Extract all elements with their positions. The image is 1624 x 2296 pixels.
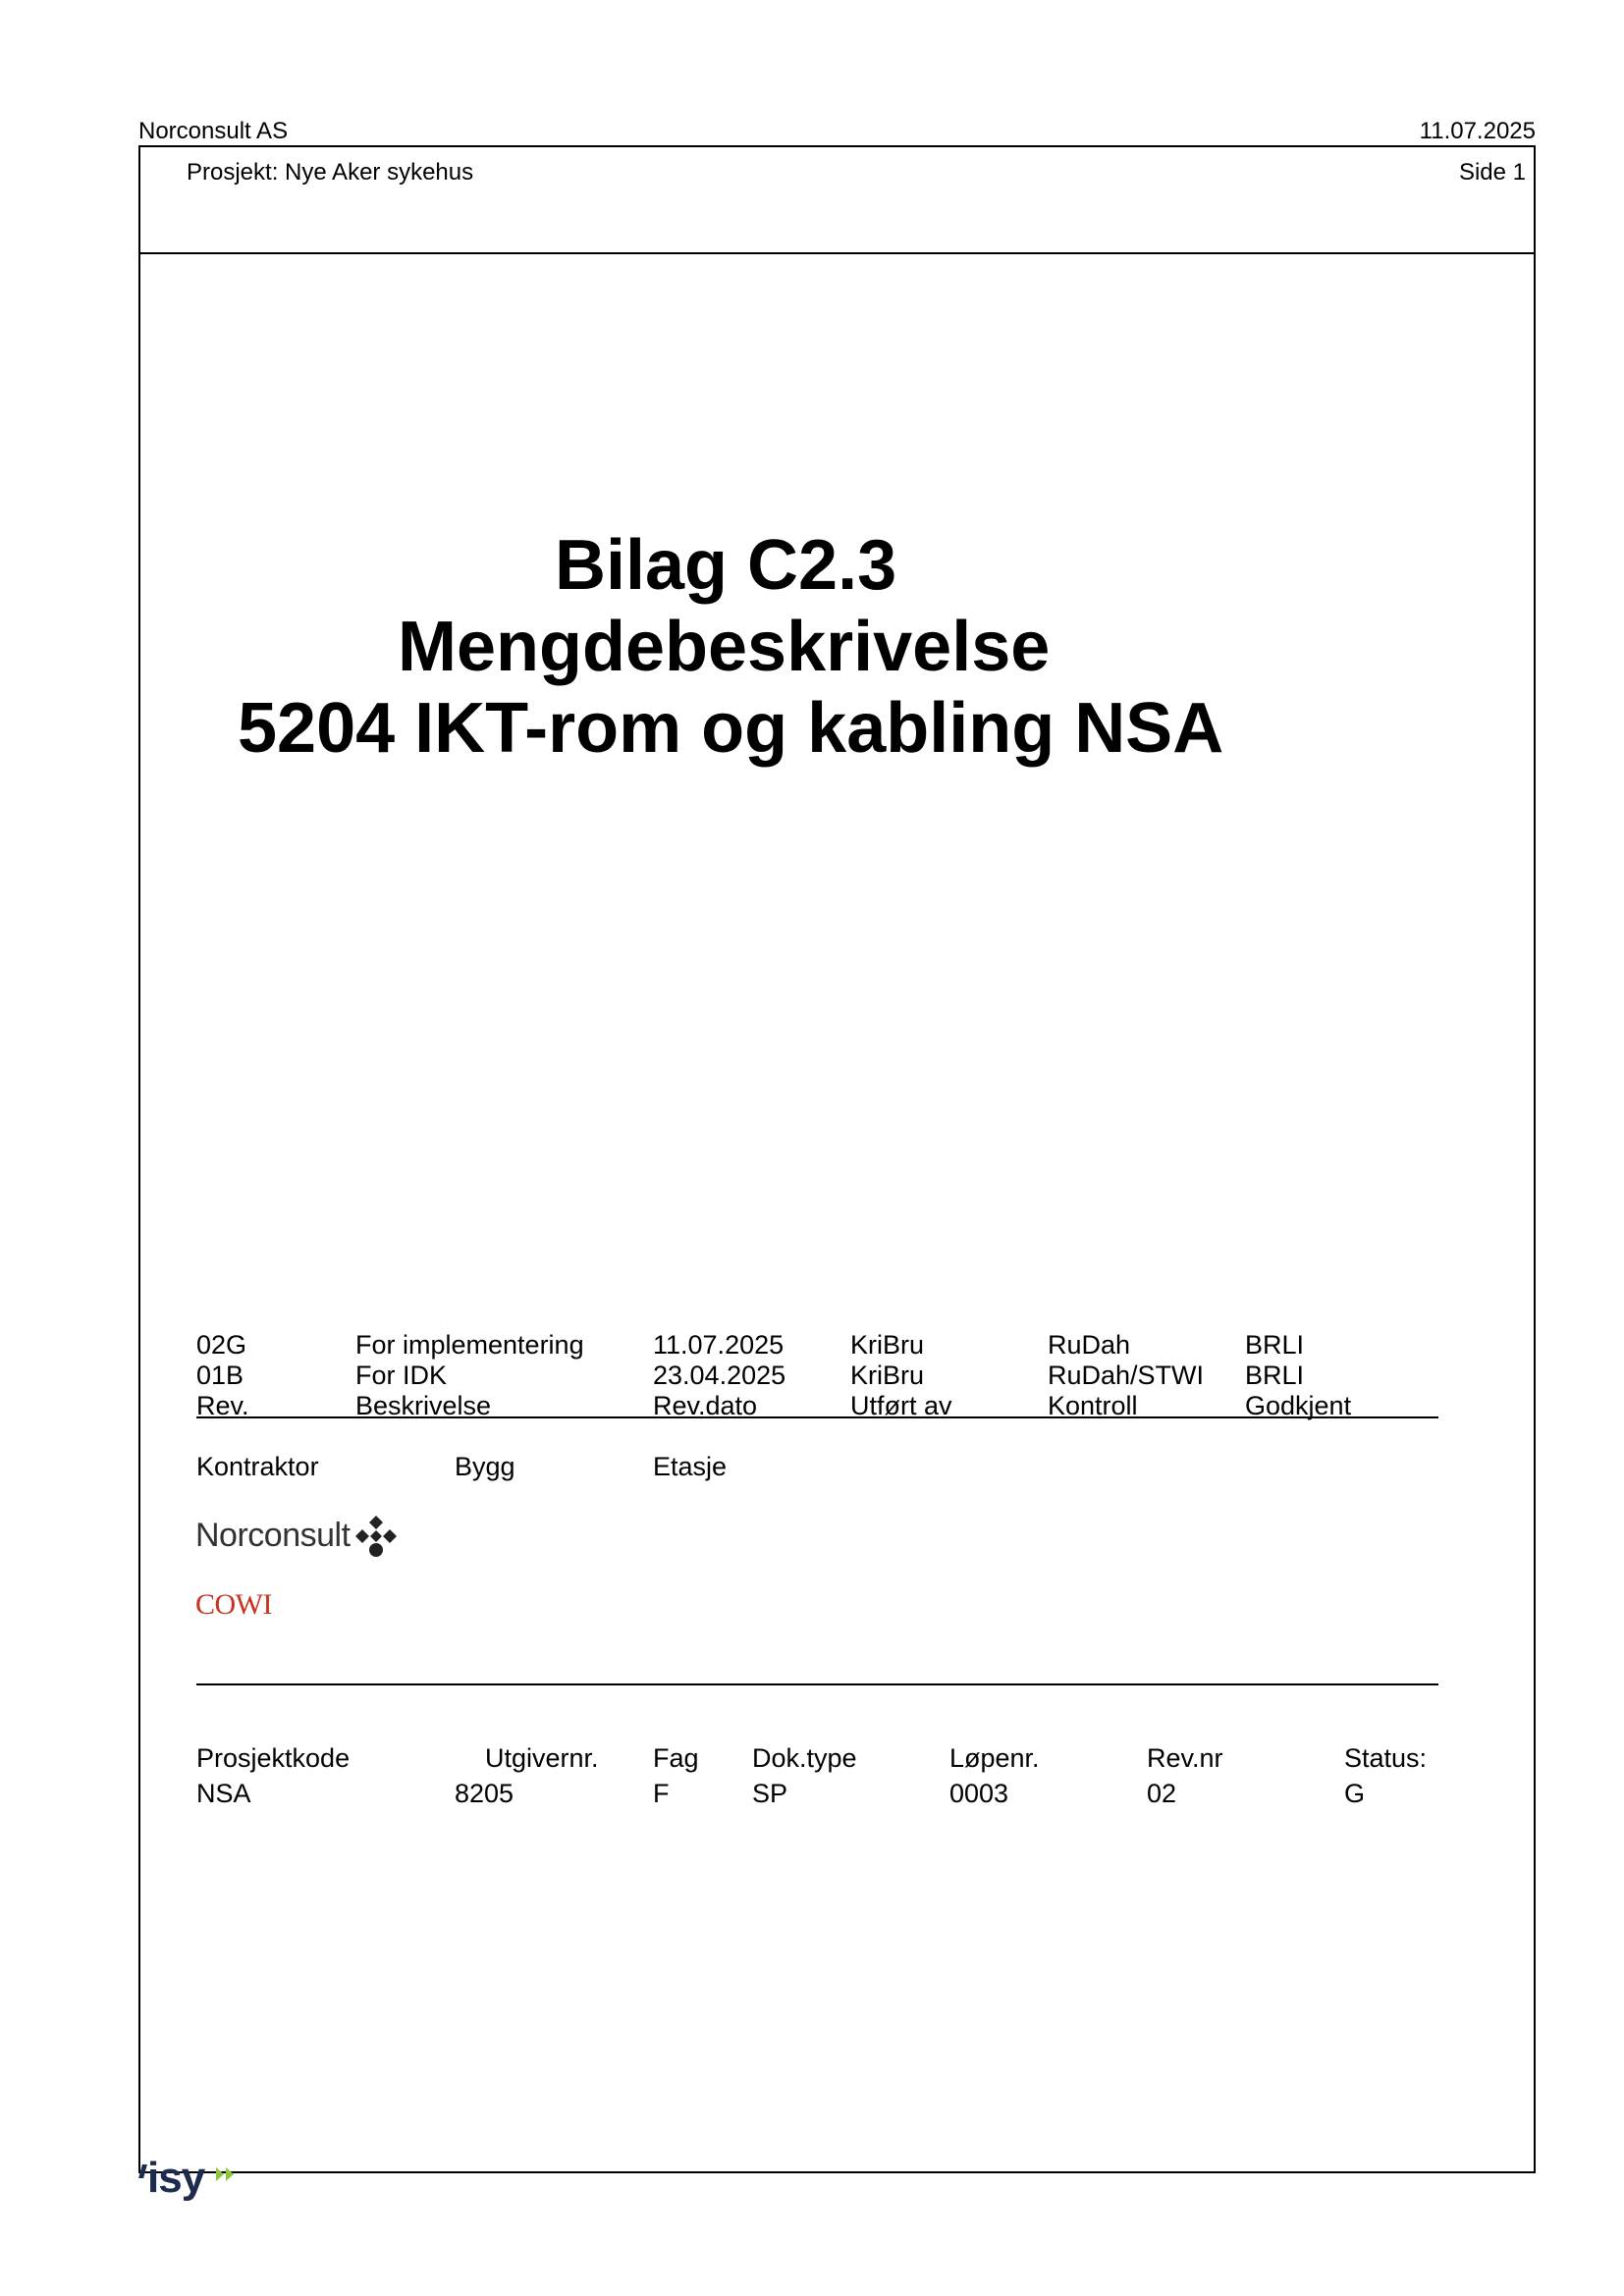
code-value: 8205 xyxy=(455,1779,514,1808)
rev-date: 11.07.2025 xyxy=(653,1330,785,1360)
code-header: Dok.type xyxy=(752,1743,857,1773)
divider-line xyxy=(196,1683,1438,1685)
rev-header: Rev. xyxy=(196,1391,249,1420)
code-value: SP xyxy=(752,1779,788,1808)
rev-header: Beskrivelse xyxy=(355,1391,492,1420)
title-line-1: Bilag C2.3 xyxy=(555,526,897,605)
rev-header: Kontroll xyxy=(1048,1391,1138,1420)
company-name: Norconsult AS xyxy=(138,118,289,144)
rev-checked-by: RuDah xyxy=(1048,1330,1131,1360)
rev-approved-by: BRLI xyxy=(1245,1361,1305,1390)
code-header: Løpenr. xyxy=(949,1743,1040,1773)
rev-code: 02G xyxy=(196,1330,247,1360)
title-line-3: 5204 IKT-rom og kabling NSA xyxy=(238,689,1224,768)
divider-line xyxy=(196,1416,1438,1418)
isy-logo-text: isy xyxy=(147,2154,205,2202)
page-number: Side 1 xyxy=(1458,159,1526,186)
cowi-logo: COWI xyxy=(195,1588,272,1621)
norconsult-diamonds-icon xyxy=(353,1514,399,1559)
rev-date: 23.04.2025 xyxy=(653,1361,786,1390)
rev-description: For IDK xyxy=(355,1361,448,1390)
contractor-label: Kontraktor xyxy=(196,1452,319,1481)
code-value: 0003 xyxy=(949,1779,1009,1808)
title-line-2: Mengdebeskrivelse xyxy=(398,608,1051,686)
code-header: Status: xyxy=(1344,1743,1428,1773)
rev-performed-by: KriBru xyxy=(850,1330,925,1360)
code-header: Prosjektkode xyxy=(196,1743,351,1773)
project-name: Prosjekt: Nye Aker sykehus xyxy=(187,159,474,186)
code-value: NSA xyxy=(196,1779,251,1808)
code-value: G xyxy=(1344,1779,1366,1808)
code-header: Utgivernr. xyxy=(485,1743,599,1773)
rev-header: Rev.dato xyxy=(653,1391,758,1420)
rev-code: 01B xyxy=(196,1361,244,1390)
rev-performed-by: KriBru xyxy=(850,1361,925,1390)
document-date: 11.07.2025 xyxy=(1419,118,1536,144)
code-value: 02 xyxy=(1147,1779,1177,1808)
rev-description: For implementering xyxy=(355,1330,584,1360)
code-header: Rev.nr xyxy=(1147,1743,1223,1773)
floor-label: Etasje xyxy=(653,1452,728,1481)
rev-approved-by: BRLI xyxy=(1245,1330,1305,1360)
rev-header: Godkjent xyxy=(1245,1391,1352,1420)
rev-checked-by: RuDah/STWI xyxy=(1048,1361,1205,1390)
building-label: Bygg xyxy=(455,1452,515,1481)
code-header: Fag xyxy=(653,1743,699,1773)
rev-header: Utført av xyxy=(850,1391,952,1420)
norconsult-logo-text: Norconsult xyxy=(195,1517,351,1554)
isy-arrows-icon xyxy=(216,2167,238,2181)
code-value: F xyxy=(653,1779,670,1808)
